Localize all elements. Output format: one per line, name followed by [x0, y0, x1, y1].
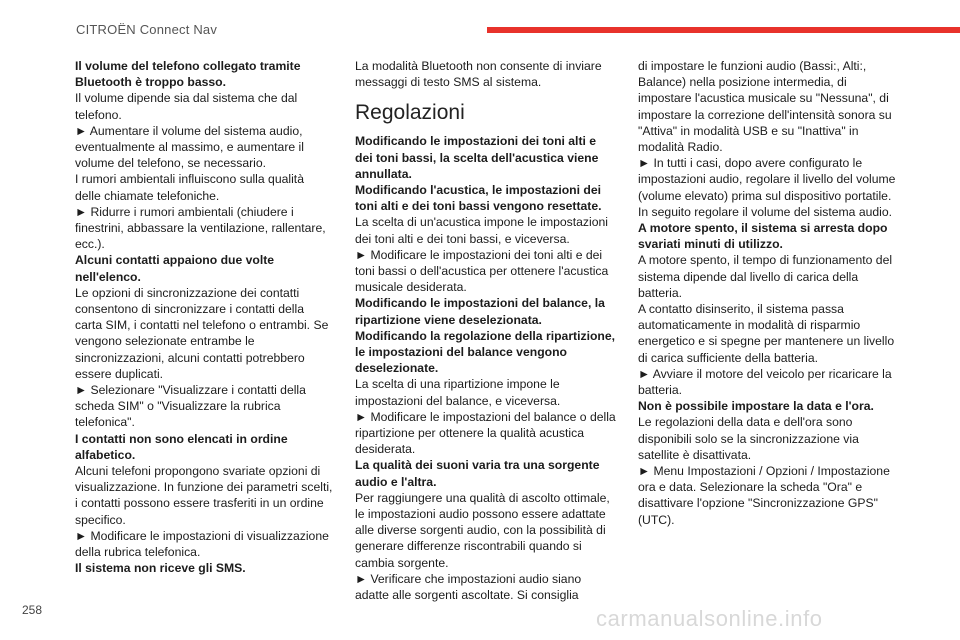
paragraph: Il volume dipende sia dal sistema che dal telefono. — [75, 91, 298, 122]
paragraph: ► Avviare il motore del veicolo per ricaricare la batteria. — [638, 366, 892, 398]
paragraph: Modificando le impostazioni del balance, la ripartizione viene deselezionata. — [355, 296, 605, 327]
paragraph: ► Ridurre i rumori ambientali (chiudere i finestrini, abbassare la ventilazione, rallentare, ecc.). — [75, 204, 326, 252]
paragraph: ► Modificare le impostazioni dei toni alti e dei toni bassi o dell'acustica per ottenere l'acustica musicale desiderata. — [355, 247, 609, 295]
paragraph: Modificando l'acustica, le impostazioni dei toni alti e dei toni bassi vengono resettate. — [355, 183, 602, 214]
paragraph: Le opzioni di sincronizzazione dei contatti consentono di sincronizzare i contatti della carta SIM, i contatti nel telefono o entrambi. Se vengono selezionate entrambe le sincronizzazioni, alcuni contatti potrebbero essere duplicati. — [75, 285, 329, 381]
paragraph: La scelta di una ripartizione impone le impostazioni del balance, e viceversa. — [355, 377, 561, 408]
column-3 — [638, 58, 900, 528]
paragraph: Il volume del telefono collegato tramite Bluetooth è troppo basso. — [75, 59, 301, 90]
column-1 — [75, 58, 333, 577]
paragraph: di impostare le funzioni audio (Bassi:, Alti:, Balance) nella posizione intermedia, di impostare l'acustica musicale su "Nessuna", di impostare la correzione dell'intensità sonora su "Attiva" in modalità USB e su "Inattiva" in modalità Radio. — [638, 59, 892, 155]
paragraph: Alcuni telefoni propongono svariate opzioni di visualizzazione. In funzione dei parametri scelti, i contatti possono essere trasferiti in un ordine specifico. — [75, 464, 333, 527]
paragraph: I contatti non sono elencati in ordine alfabetico. — [75, 431, 288, 462]
paragraph: ► In tutti i casi, dopo avere configurato le impostazioni audio, regolare il livello del volume (volume elevato) prima sul dispositivo portatile. In seguito regolare il volume del sistema audio. — [638, 156, 896, 219]
paragraph: A motore spento, il tempo di funzionamento del sistema dipende dal livello di carica della batteria. — [638, 253, 893, 300]
paragraph: Modificando le impostazioni dei toni alti e dei toni bassi, la scelta dell'acustica viene annullata. — [355, 134, 599, 181]
section-heading: Regolazioni — [355, 101, 465, 125]
running-header-title: CITROËN Connect Nav — [76, 22, 218, 37]
paragraph: ► Modificare le impostazioni del balance o della ripartizione per ottenere la qualità acustica desiderata. — [355, 409, 616, 457]
paragraph: Non è possibile impostare la data e l'ora. — [638, 399, 874, 414]
paragraph: A motore spento, il sistema si arresta dopo svariati minuti di utilizzo. — [638, 221, 888, 252]
paragraph: Per raggiungere una qualità di ascolto ottimale, le impostazioni audio possono essere adattate alle diverse sorgenti audio, con la possibilità di generare differenze riscontrabili quando si cambia sorgente. — [355, 490, 610, 570]
paragraph: Alcuni contatti appaiono due volte nell'elenco. — [75, 253, 275, 284]
watermark-text: carmanualsonline.info — [596, 606, 823, 631]
paragraph: Le regolazioni della data e dell'ora sono disponibili solo se la sincronizzazione via satellite è disattivata. — [638, 415, 859, 462]
paragraph: ► Menu Impostazioni / Opzioni / Impostazione ora e data. Selezionare la scheda "Ora" e disattivare l'opzione "Sincronizzazione GPS" (UTC). — [638, 464, 890, 527]
column-2 — [355, 58, 617, 603]
paragraph: La modalità Bluetooth non consente di inviare messaggi di testo SMS al sistema. — [355, 59, 602, 90]
paragraph: ► Verificare che impostazioni audio siano adatte alle sorgenti ascoltate. Si consiglia — [355, 571, 582, 603]
paragraph: ► Aumentare il volume del sistema audio, eventualmente al massimo, e aumentare il volume del telefono, se necessario. — [75, 123, 304, 171]
paragraph: La scelta di un'acustica impone le impostazioni dei toni alti e dei toni bassi, e viceversa. — [355, 215, 608, 246]
paragraph: La qualità dei suoni varia tra una sorgente audio e l'altra. — [355, 458, 600, 489]
paragraph: Modificando la regolazione della ripartizione, le impostazioni del balance vengono deselezionate. — [355, 328, 616, 376]
paragraph: ► Modificare le impostazioni di visualizzazione della rubrica telefonica. — [75, 528, 329, 560]
paragraph: Il sistema non riceve gli SMS. — [75, 561, 246, 576]
paragraph: I rumori ambientali influiscono sulla qualità delle chiamate telefoniche. — [75, 172, 304, 203]
paragraph: ► Selezionare "Visualizzare i contatti della scheda SIM" o "Visualizzare la rubrica telefonica". — [75, 383, 306, 430]
paragraph: A contatto disinserito, il sistema passa automaticamente in modalità di risparmio energetico e si spegne per mantenere un livello di carica sufficiente della batteria. — [638, 302, 895, 365]
accent-bar — [487, 27, 960, 33]
page-number: 258 — [22, 603, 43, 617]
